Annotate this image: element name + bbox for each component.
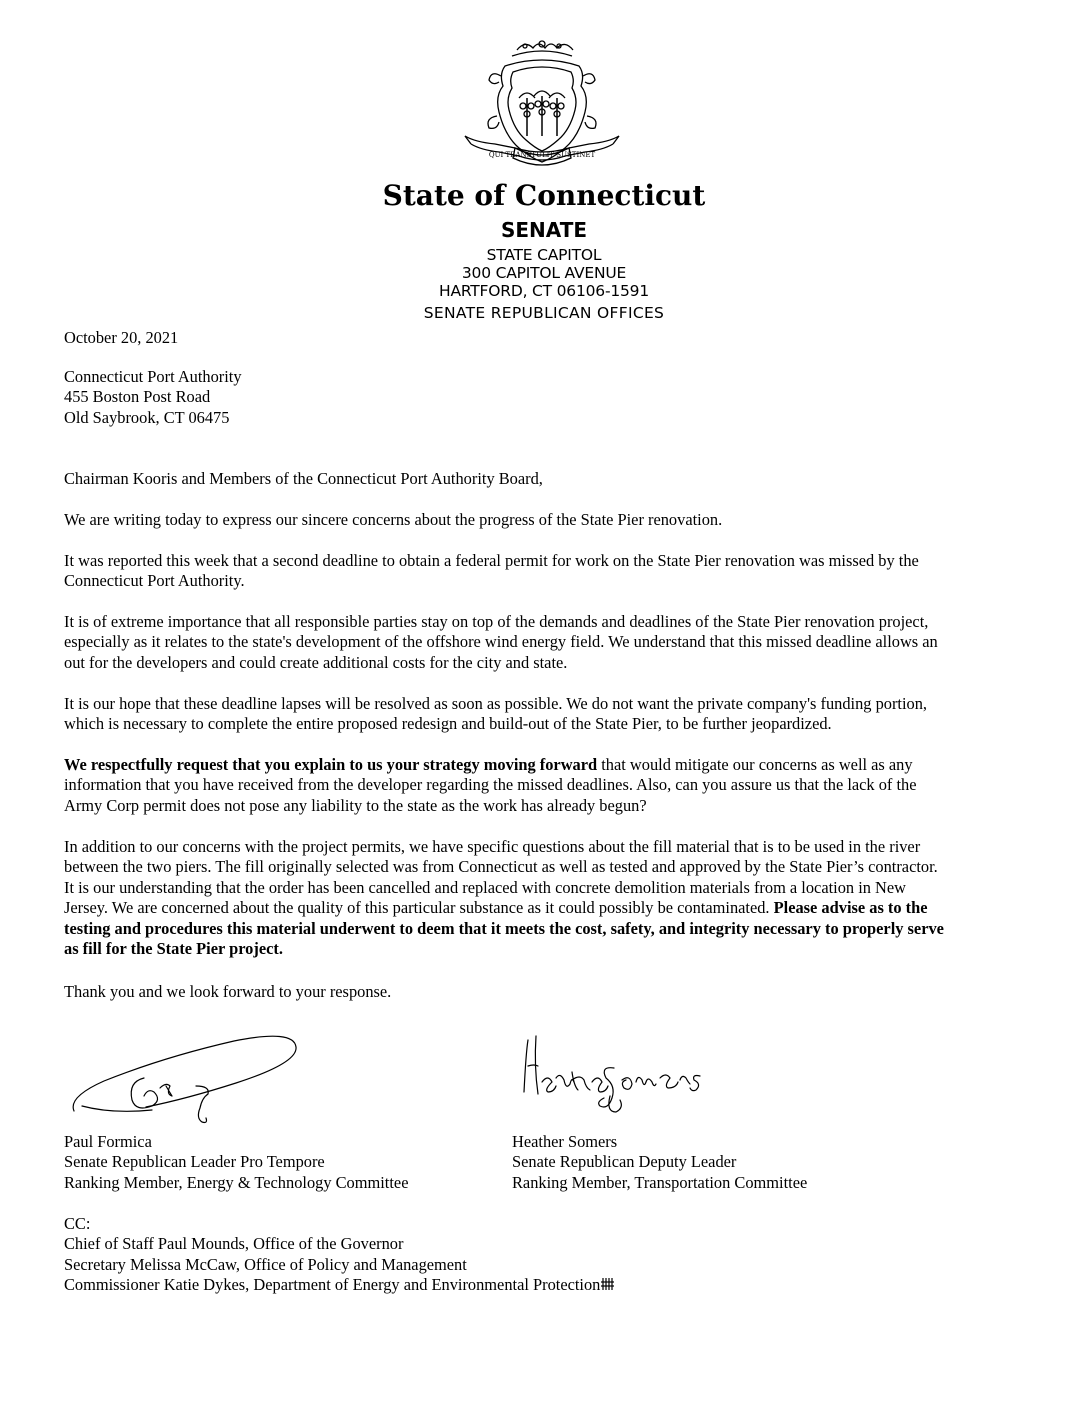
- paragraph-line: information that you have received from the developer regarding the missed deadlines. Also, can you assure us that the lack of the: [64, 775, 917, 795]
- paragraph-line: out for the developers and could create additional costs for the city and state.: [64, 652, 568, 672]
- bold-request: We respectfully request that you explain to us your strategy moving forward: [64, 755, 598, 774]
- paragraph-line: It is our understanding that the order has been cancelled and replaced with concrete demolition materials from a location in New: [64, 877, 906, 897]
- letterhead-title: State of Connecticut: [382, 179, 706, 212]
- paragraph-line: [64, 898, 1024, 918]
- bold-text-run: testing and procedures this material underwent to deem that it meets the cost, safety, and integrity necessary to properly serve: [64, 918, 944, 938]
- cc-item: Secretary Melissa McCaw, Office of Policy and Management: [64, 1254, 467, 1274]
- text-run: that would mitigate our concerns as well as any: [597, 755, 913, 774]
- signer-committee: Ranking Member, Energy & Technology Committee: [64, 1172, 409, 1192]
- letterhead-chamber: SENATE: [500, 218, 588, 242]
- signer-committee: Ranking Member, Transportation Committee: [512, 1172, 808, 1192]
- letter-date: October 20, 2021: [64, 328, 179, 347]
- cc-label: CC:: [64, 1214, 91, 1233]
- cc-list: [64, 1214, 614, 1296]
- text-run: Jersey. We are concerned about the quality of this particular substance as it could possibly be contaminated.: [64, 898, 770, 918]
- paragraph-line: Army Corp permit does not pose any liability to the state as the work has already begun?: [64, 795, 647, 815]
- signer-title: Senate Republican Leader Pro Tempore: [64, 1152, 325, 1172]
- signer-name: Paul Formica: [64, 1132, 152, 1151]
- signer-title: Senate Republican Deputy Leader: [512, 1152, 737, 1172]
- paragraph-line: especially as it relates to the state's development of the offshore wind energy field. We understand that this missed deadline allows an: [64, 632, 938, 652]
- paragraph-request: [64, 755, 1024, 816]
- paragraph-line: [64, 919, 1024, 939]
- paragraph: [64, 694, 1024, 735]
- recipient-line: 455 Boston Post Road: [64, 387, 211, 407]
- recipient-address: [64, 367, 1024, 428]
- paragraph: [64, 551, 1024, 592]
- signer-name: Heather Somers: [512, 1132, 618, 1151]
- salutation: Chairman Kooris and Members of the Connecticut Port Authority Board,: [64, 469, 543, 488]
- paragraph-line: In addition to our concerns with the project permits, we have specific questions about the fill material that is to be used in the river: [64, 837, 921, 856]
- cc-item: [64, 1275, 614, 1295]
- paragraph-line: It is of extreme importance that all responsible parties stay on top of the demands and deadlines of the State Pier renovation project,: [64, 612, 929, 631]
- letterhead-address-line: 300 CAPITOL AVENUE: [461, 264, 627, 282]
- svg-text:QUI TRANSTULIT SUSTINET: QUI TRANSTULIT SUSTINET: [488, 151, 596, 159]
- cc-item: Chief of Staff Paul Mounds, Office of the Governor: [64, 1234, 404, 1254]
- paragraph-fill-material: [64, 837, 1024, 959]
- signature-heather-somers: [514, 1032, 744, 1122]
- paragraph-line: Connecticut Port Authority.: [64, 571, 245, 591]
- end-mark-icon: [600, 1277, 614, 1291]
- signer-block: [64, 1132, 408, 1193]
- recipient-line: Connecticut Port Authority: [64, 367, 242, 386]
- paragraph-line: which is necessary to complete the entire proposed redesign and build-out of the State Pier, to be further jeopardized.: [64, 714, 832, 734]
- recipient-line: Old Saybrook, CT 06475: [64, 407, 230, 427]
- paragraph-line: Thank you and we look forward to your response.: [64, 982, 392, 1001]
- paragraph-line: It is our hope that these deadline lapses will be resolved as soon as possible. We do not want the private company's funding portion,: [64, 694, 928, 713]
- paragraph: [64, 510, 1024, 530]
- paragraph-line: It was reported this week that a second deadline to obtain a federal permit for work on the State Pier renovation was missed by the: [64, 551, 919, 570]
- letterhead-office: SENATE REPUBLICAN OFFICES: [423, 304, 665, 322]
- signature-paul-formica: [64, 1026, 314, 1126]
- letterhead-address-line: HARTFORD, CT 06106-1591: [438, 282, 649, 300]
- signer-block: [512, 1132, 807, 1193]
- paragraph: [64, 612, 1024, 673]
- letterhead-address-line: STATE CAPITOL: [486, 246, 602, 264]
- connecticut-state-seal-icon: [457, 36, 627, 181]
- bold-text-run: Please advise as to the: [769, 898, 928, 918]
- paragraph-line: We are writing today to express our sincere concerns about the progress of the State Pier renovation.: [64, 510, 723, 529]
- paragraph-line: [64, 939, 1024, 959]
- bold-text-run: as fill for the State Pier project.: [64, 939, 283, 959]
- closing: [64, 982, 1024, 1002]
- paragraph-line: between the two piers. The fill originally selected was from Connecticut as well as tested and approved by the State Pier’s contractor.: [64, 857, 938, 877]
- cc-item-text: Commissioner Katie Dykes, Department of Energy and Environmental Protection: [64, 1275, 601, 1295]
- paragraph-line: [64, 755, 1024, 775]
